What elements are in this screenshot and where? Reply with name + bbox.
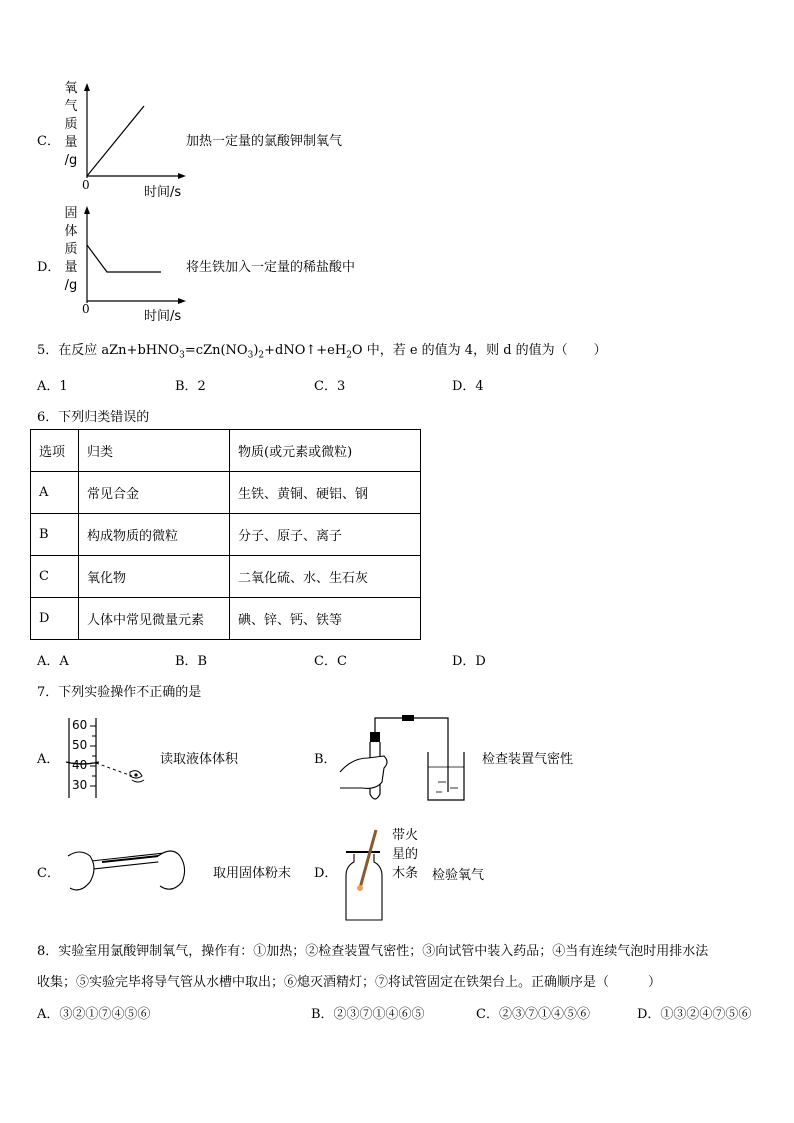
q6-option-d[interactable]: D．D (452, 654, 486, 669)
table-cell: 碘、锌、钙、铁等 (230, 598, 421, 640)
q6-option-a[interactable]: A．A (37, 654, 69, 669)
gas-bottle-figure (340, 826, 390, 924)
table-header-row (31, 430, 421, 472)
question-7-stem: 7．下列实验操作不正确的是 (37, 685, 202, 700)
table-cell: 分子、原子、离子 (230, 514, 421, 556)
hand (340, 756, 387, 788)
airtightness-apparatus-figure (338, 712, 468, 806)
table-row (31, 598, 421, 640)
table-cell: C (31, 556, 79, 598)
q7-option-c-caption: 取用固体粉末 (213, 866, 292, 881)
table-cell: 构成物质的微粒 (79, 514, 230, 556)
question-8-stem-line2: 收集；⑤实验完毕将导气管从水槽中取出；⑥熄灭酒精灯；⑦将试管固定在铁架台上。正确顺序是（ ） (37, 975, 662, 990)
classification-table (30, 429, 421, 640)
question-6-stem: 6．下列归类错误的 (37, 410, 150, 425)
q6-option-b[interactable]: B．B (175, 654, 208, 669)
gas-bottle (346, 854, 382, 920)
beaker (428, 752, 464, 800)
table-header-cell: 物质(或元素或微粒) (230, 430, 421, 472)
q7-option-d-caption: 检验氧气 (432, 868, 485, 883)
question-5-stem: 5．在反应 $aZn+bHNO_3=cZn(NO_3)_2+dNO↑+eH_2O$ 中，若 e 的值为 4，则 d 的值为（ ） (37, 343, 607, 361)
delivery-tube (375, 718, 448, 792)
q7-option-d-letter[interactable]: D． (314, 866, 338, 881)
cylinder-tick-60: 60 (72, 718, 88, 732)
x-axis-label: 时间/s (144, 185, 182, 200)
table-cell: D (31, 598, 79, 640)
origin-label: 0 (82, 178, 90, 192)
table-cell: 常见合金 (79, 472, 230, 514)
q5-option-d[interactable]: D．4 (452, 379, 484, 394)
y-axis-label: 氧 气 质 量 /g (64, 81, 78, 168)
table-cell: 生铁、黄铜、硬铝、钢 (230, 472, 421, 514)
option-letter: C． (37, 134, 60, 149)
q5-option-c[interactable]: C．3 (314, 379, 346, 394)
table-row (31, 514, 421, 556)
q8-option-b[interactable]: B．②③⑦①④⑥⑤ (311, 1007, 425, 1022)
table-cell: 氧化物 (79, 556, 230, 598)
q7-option-b-letter[interactable]: B． (314, 752, 337, 767)
cylinder-tick-50: 50 (72, 738, 88, 752)
data-line (87, 245, 161, 272)
right-hand (158, 851, 185, 889)
q8-option-d[interactable]: D．①③②④⑦⑤⑥ (637, 1007, 752, 1022)
q5-option-a[interactable]: A．1 (37, 379, 68, 394)
table-cell: B (31, 514, 79, 556)
data-line (87, 106, 144, 176)
table-header-cell: 归类 (79, 430, 230, 472)
q8-option-a[interactable]: A．③②①⑦④⑤⑥ (37, 1007, 151, 1022)
option-letter: D． (37, 260, 61, 275)
table-cell: 人体中常见微量元素 (79, 598, 230, 640)
stopper (370, 732, 380, 742)
graph-d (80, 205, 190, 305)
y-axis-label: 固 体 质 量 /g (64, 206, 78, 293)
table-row (31, 472, 421, 514)
graph-caption: 加热一定量的氯酸钾制氧气 (186, 134, 343, 149)
q5-option-b[interactable]: B．2 (175, 379, 206, 394)
q7-option-c-letter[interactable]: C． (37, 866, 60, 881)
table-row (31, 556, 421, 598)
table-cell: 二氧化硫、水、生石灰 (230, 556, 421, 598)
powder-transfer-figure (62, 838, 192, 898)
cylinder-tick-30: 30 (72, 778, 88, 792)
cylinder-tick-40: 40 (72, 758, 88, 772)
table-header-cell: 选项 (31, 430, 79, 472)
left-hand (68, 852, 94, 890)
q6-option-c[interactable]: C．C (314, 654, 347, 669)
question-8-stem-line1: 8．实验室用氯酸钾制氧气，操作有：①加热；②检查装置气密性；③向试管中装入药品；④当有连续气泡时用排水法 (37, 944, 709, 959)
q7-option-b-caption: 检查装置气密性 (482, 752, 574, 767)
q7-option-a-letter[interactable]: A． (37, 752, 60, 767)
q7-option-a-caption: 读取液体体积 (160, 752, 239, 767)
splint-label: 带火 星的 木条 (392, 828, 419, 881)
q8-option-c[interactable]: C．②③⑦①④⑤⑥ (476, 1007, 590, 1022)
origin-label: 0 (82, 302, 90, 316)
graph-c (80, 82, 190, 182)
x-axis-label: 时间/s (144, 309, 182, 324)
graph-caption: 将生铁加入一定量的稀盐酸中 (186, 260, 356, 275)
table-cell: A (31, 472, 79, 514)
